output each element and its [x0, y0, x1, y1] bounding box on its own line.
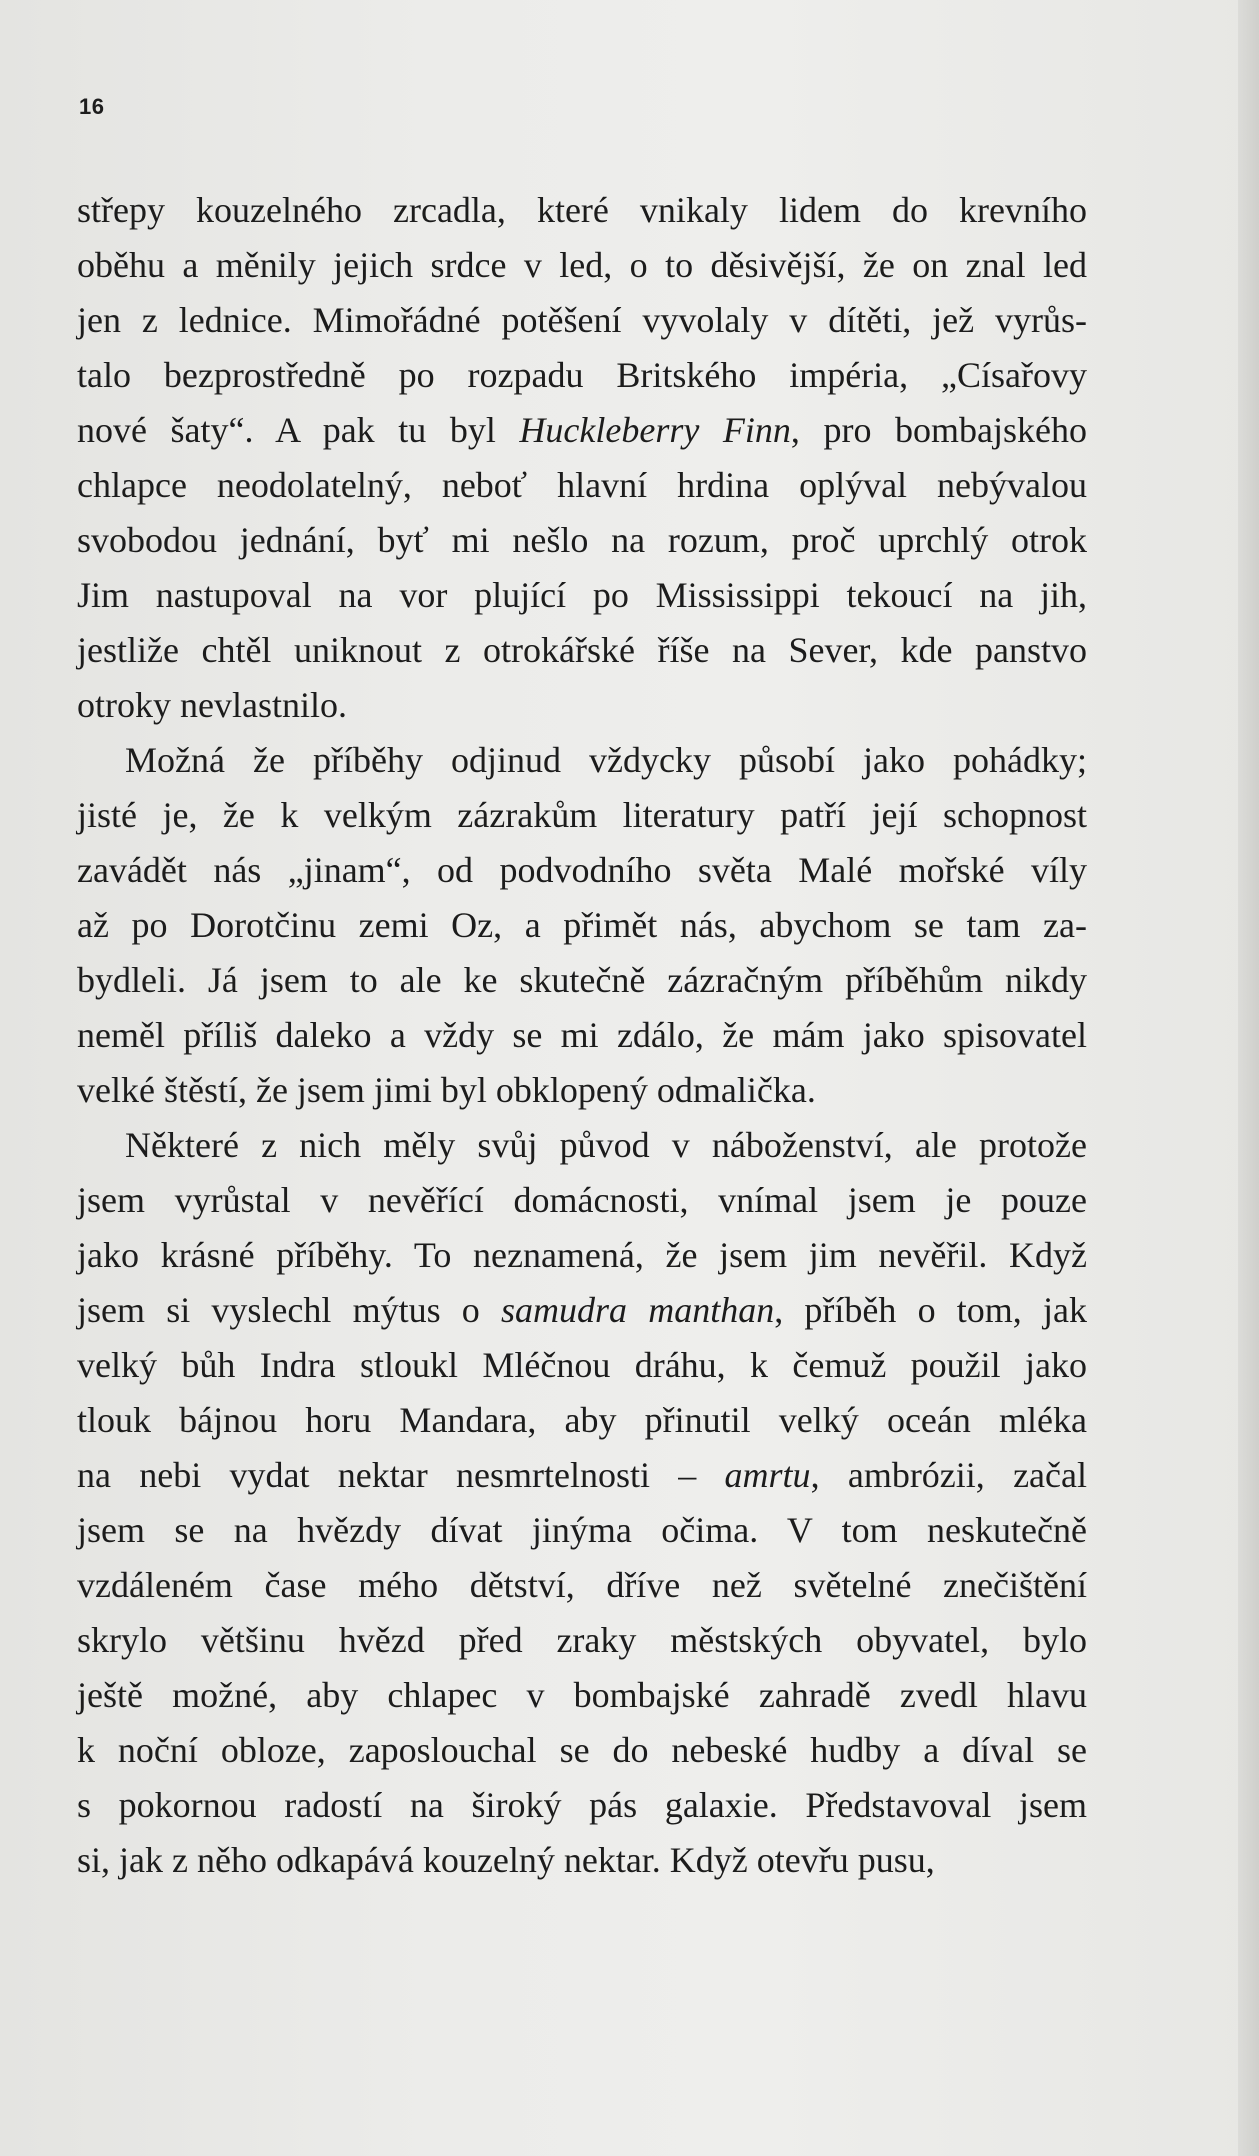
text-segment: Možná že příběhy odjinud vždycky působí jako pohádky; [125, 740, 1087, 780]
text-line [77, 1778, 1087, 1833]
text-segment: jako krásné příběhy. To neznamená, že jsem jim nevěřil. Když [77, 1235, 1087, 1275]
text-segment: velké štěstí, že jsem jimi byl obklopený odmalička. [77, 1070, 816, 1110]
text-segment: velký bůh Indra stloukl Mléčnou dráhu, k čemuž použil jako [77, 1345, 1087, 1385]
text-segment: ještě možné, aby chlapec v bombajské zahradě zvedl hlavu [77, 1675, 1087, 1715]
page-spine-shadow [1238, 0, 1259, 2156]
text-line [77, 788, 1087, 843]
text-line [77, 458, 1087, 513]
text-segment: nové šaty“. A pak tu byl [77, 410, 520, 450]
text-segment: až po Dorotčinu zemi Oz, a přimět nás, abychom se tam za- [77, 905, 1087, 945]
text-line [77, 1283, 1087, 1338]
text-segment: zavádět nás „jinam“, od podvodního světa Malé mořské víly [77, 850, 1087, 890]
text-segment: s pokornou radostí na široký pás galaxie. Představoval jsem [77, 1785, 1087, 1825]
text-line [77, 1558, 1087, 1613]
text-segment: , ambrózii, začal [810, 1455, 1087, 1495]
text-segment: skrylo většinu hvězd před zraky městských obyvatel, bylo [77, 1620, 1087, 1660]
text-line [77, 1118, 1087, 1173]
text-line [77, 843, 1087, 898]
text-line [77, 293, 1087, 348]
body-text [77, 183, 1087, 1888]
text-line [77, 1063, 1087, 1118]
text-segment: Jim nastupoval na vor plující po Mississippi tekoucí na jih, [77, 575, 1087, 615]
text-segment: bydleli. Já jsem to ale ke skutečně zázračným příběhům nikdy [77, 960, 1087, 1000]
text-line [77, 953, 1087, 1008]
text-line [77, 513, 1087, 568]
text-line [77, 238, 1087, 293]
text-segment: talo bezprostředně po rozpadu Britského impéria, „Císařovy [77, 355, 1087, 395]
text-segment: svobodou jednání, byť mi nešlo na rozum, proč uprchlý otrok [77, 520, 1087, 560]
text-line [77, 623, 1087, 678]
text-line [77, 1503, 1087, 1558]
text-line [77, 898, 1087, 953]
text-segment: jsem vyrůstal v nevěřící domácnosti, vnímal jsem je pouze [77, 1180, 1087, 1220]
text-segment: jsem si vyslechl mýtus o [77, 1290, 501, 1330]
text-line [77, 1723, 1087, 1778]
text-line [77, 1448, 1087, 1503]
text-line [77, 403, 1087, 458]
text-segment: neměl příliš daleko a vždy se mi zdálo, že mám jako spisovatel [77, 1015, 1087, 1055]
text-segment: jestliže chtěl uniknout z otrokářské říše na Sever, kde panstvo [77, 630, 1087, 670]
text-line [77, 1228, 1087, 1283]
text-line [77, 678, 1087, 733]
text-segment: střepy kouzelného zrcadla, které vnikaly lidem do krevního [77, 190, 1087, 230]
text-segment: si, jak z něho odkapává kouzelný nektar. Když otevřu pusu, [77, 1840, 935, 1880]
text-line [77, 568, 1087, 623]
text-line [77, 1338, 1087, 1393]
text-segment: chlapce neodolatelný, neboť hlavní hrdina oplýval nebývalou [77, 465, 1087, 505]
text-segment: Některé z nich měly svůj původ v náboženství, ale protože [125, 1125, 1087, 1165]
italic-term: Huckleberry Finn [519, 410, 791, 450]
text-line [77, 1393, 1087, 1448]
text-line [77, 1008, 1087, 1063]
text-line [77, 1613, 1087, 1668]
text-segment: jen z lednice. Mimořádné potěšení vyvolaly v dítěti, jež vyrůs- [77, 300, 1087, 340]
text-line [77, 348, 1087, 403]
italic-term: amrtu [724, 1455, 811, 1495]
text-segment: , pro bombajského [790, 410, 1087, 450]
text-line [77, 1668, 1087, 1723]
text-segment: oběhu a měnily jejich srdce v led, o to děsivější, že on znal led [77, 245, 1087, 285]
page-number: 16 [79, 94, 105, 119]
text-line [77, 183, 1087, 238]
text-line [77, 1833, 1087, 1888]
text-segment: , příběh o tom, jak [774, 1290, 1087, 1330]
text-segment: tlouk bájnou horu Mandara, aby přinutil velký oceán mléka [77, 1400, 1087, 1440]
text-segment: na nebi vydat nektar nesmrtelnosti – [77, 1455, 725, 1495]
text-segment: k noční obloze, zaposlouchal se do nebeské hudby a díval se [77, 1730, 1087, 1770]
text-segment: jsem se na hvězdy dívat jinýma očima. V tom neskutečně [77, 1510, 1087, 1550]
text-segment: otroky nevlastnilo. [77, 685, 347, 725]
italic-term: samudra manthan [501, 1290, 775, 1330]
text-line [77, 1173, 1087, 1228]
text-line [77, 733, 1087, 788]
text-segment: jisté je, že k velkým zázrakům literatury patří její schopnost [77, 795, 1087, 835]
text-segment: vzdáleném čase mého dětství, dříve než světelné znečištění [77, 1565, 1087, 1605]
